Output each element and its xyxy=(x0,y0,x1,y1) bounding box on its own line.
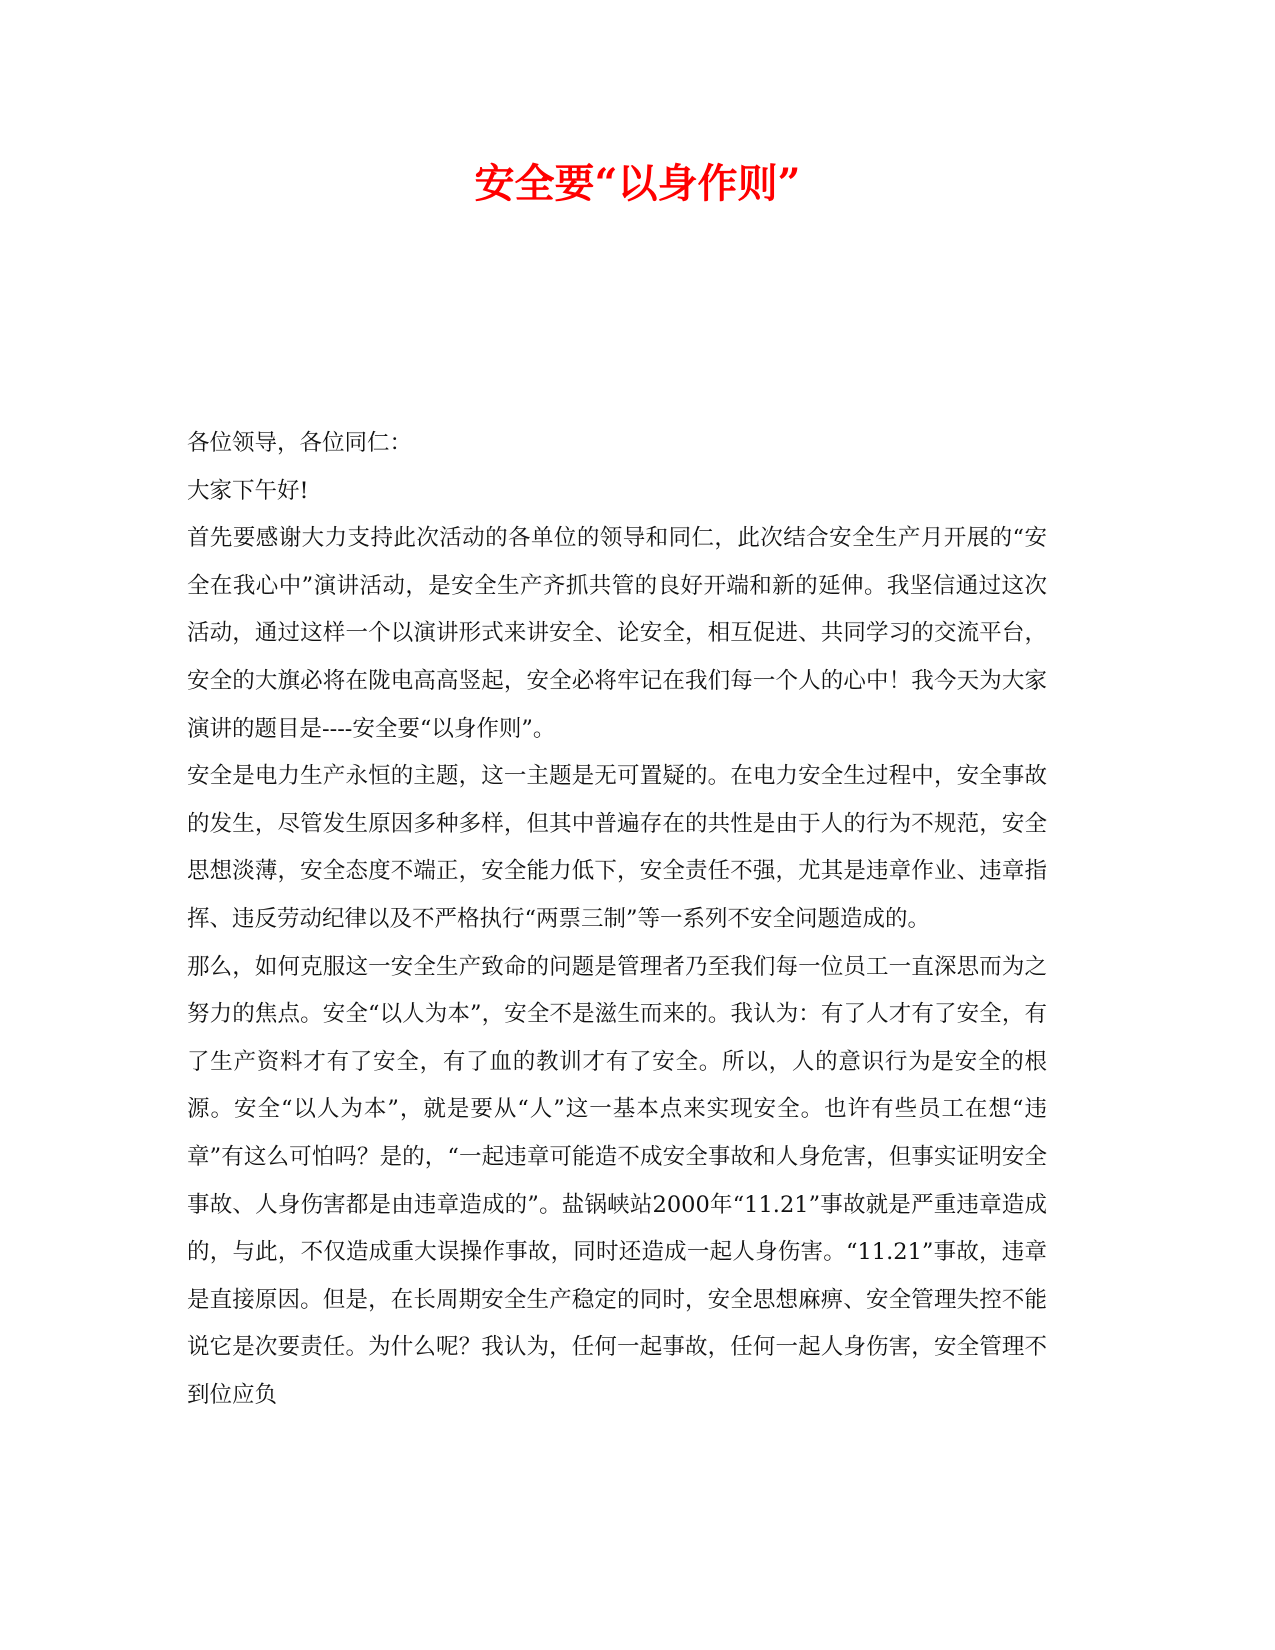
body-paragraph: 安全是电力生产永恒的主题，这一主题是无可置疑的。在电力安全生过程中，安全事故的发生，尽管发生原因多种多样，但其中普遍存在的共性是由于人的行为不规范，安全思想淡薄，安全态度不端正，安全能力低下，安全责任不强，尤其是违章作业、违章指挥、违反劳动纪律以及不严格执行“两票三制”等一系列不安全问题造成的。 xyxy=(187,763,1047,932)
body-paragraph: 那么，如何克服这一安全生产致命的问题是管理者乃至我们每一位员工一直深思而为之努力的焦点。安全“以人为本”，安全不是滋生而来的。我认为：有了人才有了安全，有了生产资料才有了安全，有了血的教训才有了安全。所以，人的意识行为是安全的根源。安全“以人为本”，就是要从“人”这一基本点来实现安全。也许有些员工在想“违章”有这么可怕吗？是的，“一起违章可能造不成安全事故和人身危害，但事实证明安全事故、人身伤害都是由违章造成的”。盐锅峡站2000年“11.21”事故就是严重违章造成的，与此，不仅造成重大误操作事故，同时还造成一起人身伤害。“11.21”事故，违章是直接原因。但是，在长周期安全生产稳定的同时，安全思想麻痹、安全管理失控不能说它是次要责任。为什么呢？我认为，任何一起事故，任何一起人身伤害，安全管理不到位应负 xyxy=(187,953,1047,1408)
document-body xyxy=(187,420,1047,1419)
body-paragraph: 首先要感谢大力支持此次活动的各单位的领导和同仁，此次结合安全生产月开展的“安全在我心中”演讲活动，是安全生产齐抓共管的良好开端和新的延伸。我坚信通过这次活动，通过这样一个以演讲形式来讲安全、论安全，相互促进、共同学习的交流平台，安全的大旗必将在陇电高高竖起，安全必将牢记在我们每一个人的心中！我今天为大家演讲的题目是----安全要“以身作则”。 xyxy=(187,525,1047,742)
salutation: 各位领导，各位同仁： xyxy=(187,430,413,456)
document-title: 安全要“以身作则” xyxy=(474,160,801,207)
greeting: 大家下午好! xyxy=(187,477,309,504)
